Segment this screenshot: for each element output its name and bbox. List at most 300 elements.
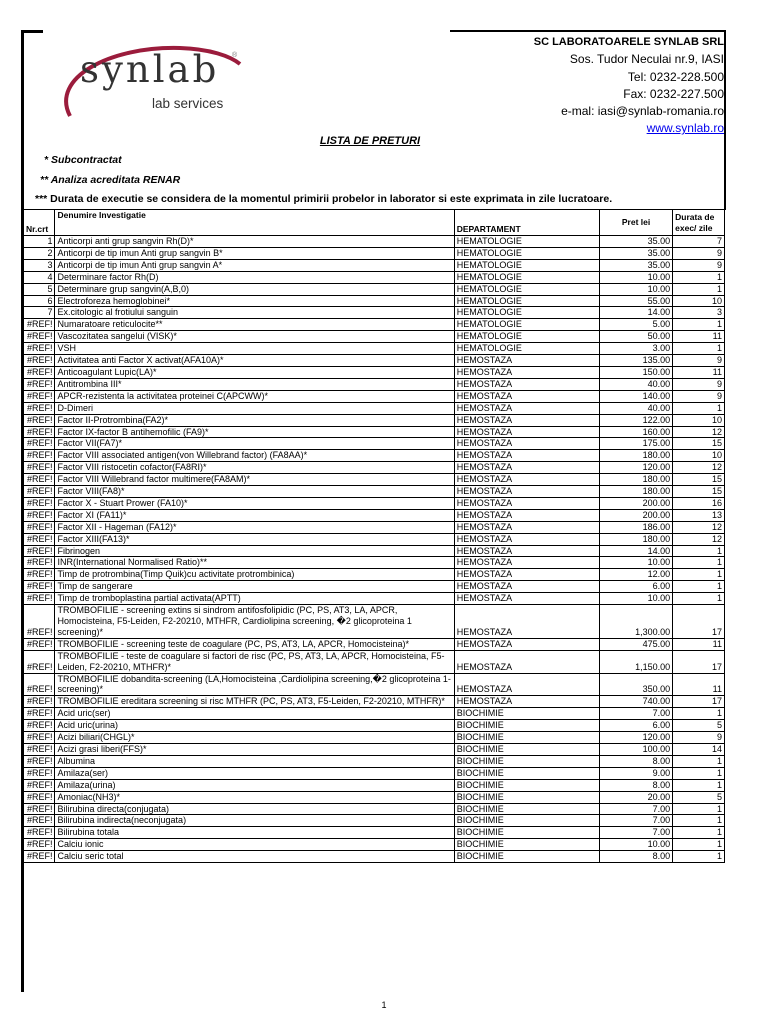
row-duration: 9 [673, 355, 725, 367]
row-nr: #REF! [24, 791, 55, 803]
row-duration: 1 [673, 319, 725, 331]
row-duration: 17 [673, 696, 725, 708]
table-row [24, 402, 725, 414]
company-name: SC LABORATOARELE SYNLAB SRL [533, 36, 724, 48]
row-price: 10.00 [600, 839, 673, 851]
row-investigation: Factor VIII(FA8)* [55, 486, 454, 498]
row-nr: 2 [24, 247, 55, 259]
row-investigation: Calciu seric total [55, 851, 454, 863]
row-nr: #REF! [24, 732, 55, 744]
row-department: BIOCHIMIE [454, 851, 599, 863]
row-duration: 12 [673, 521, 725, 533]
table-row [24, 650, 725, 673]
row-duration: 12 [673, 426, 725, 438]
note-renar-accredited: ** Analiza acreditata RENAR [40, 174, 181, 186]
row-investigation: Numaratoare reticulocite** [55, 319, 454, 331]
row-investigation: TROMBOFILIE ereditara screening si risc MTHFR (PC, PS, AT3, F5-Leiden, F2-20210, MTHFR)* [55, 696, 454, 708]
row-nr: #REF! [24, 779, 55, 791]
row-investigation: TROMBOFILIE dobandita-screening (LA,Homocisteina ,Cardiolipina screening,�2 glicoproteina 1-screening)* [55, 673, 454, 696]
row-investigation: Factor VII(FA7)* [55, 438, 454, 450]
row-department: HEMATOLOGIE [454, 236, 599, 248]
row-nr: #REF! [24, 650, 55, 673]
row-investigation: Amilaza(ser) [55, 767, 454, 779]
row-price: 180.00 [600, 486, 673, 498]
row-price: 180.00 [600, 533, 673, 545]
row-price: 180.00 [600, 474, 673, 486]
row-nr: #REF! [24, 743, 55, 755]
row-investigation: VSH [55, 343, 454, 355]
row-investigation: Fibrinogen [55, 545, 454, 557]
row-price: 200.00 [600, 509, 673, 521]
row-nr: #REF! [24, 450, 55, 462]
row-department: BIOCHIMIE [454, 767, 599, 779]
row-department: BIOCHIMIE [454, 732, 599, 744]
row-nr: #REF! [24, 593, 55, 605]
row-nr: #REF! [24, 474, 55, 486]
row-department: HEMATOLOGIE [454, 259, 599, 271]
table-row [24, 545, 725, 557]
logo-subtitle: lab services [152, 96, 224, 111]
row-department: BIOCHIMIE [454, 720, 599, 732]
row-duration: 5 [673, 791, 725, 803]
row-department: HEMOSTAZA [454, 438, 599, 450]
row-duration: 9 [673, 247, 725, 259]
row-duration: 1 [673, 402, 725, 414]
row-price: 7.00 [600, 827, 673, 839]
row-price: 140.00 [600, 390, 673, 402]
row-duration: 9 [673, 732, 725, 744]
row-department: HEMOSTAZA [454, 378, 599, 390]
row-duration: 13 [673, 509, 725, 521]
row-investigation: Timp de sangerare [55, 581, 454, 593]
row-nr: #REF! [24, 343, 55, 355]
row-investigation: Factor IX-factor B antihemofilic (FA9)* [55, 426, 454, 438]
company-address: Sos. Tudor Neculai nr.9, IASI [569, 52, 724, 67]
row-price: 122.00 [600, 414, 673, 426]
row-duration: 1 [673, 767, 725, 779]
row-investigation: Bilirubina directa(conjugata) [55, 803, 454, 815]
row-nr: #REF! [24, 815, 55, 827]
table-row [24, 732, 725, 744]
row-price: 6.00 [600, 720, 673, 732]
row-duration: 1 [673, 343, 725, 355]
header-nr: Nr.crt [24, 210, 55, 236]
table-row [24, 557, 725, 569]
row-department: HEMOSTAZA [454, 414, 599, 426]
row-investigation: Acid uric(urina) [55, 720, 454, 732]
row-nr: #REF! [24, 331, 55, 343]
row-price: 14.00 [600, 307, 673, 319]
row-nr: #REF! [24, 696, 55, 708]
row-investigation: Bilirubina indirecta(neconjugata) [55, 815, 454, 827]
row-price: 35.00 [600, 247, 673, 259]
row-price: 20.00 [600, 791, 673, 803]
table-row [24, 533, 725, 545]
row-duration: 1 [673, 283, 725, 295]
table-header-row [24, 210, 725, 236]
table-row [24, 605, 725, 639]
table-row [24, 426, 725, 438]
header-price: Pret lei [600, 210, 673, 236]
row-department: HEMOSTAZA [454, 673, 599, 696]
row-price: 200.00 [600, 497, 673, 509]
row-price: 3.00 [600, 343, 673, 355]
header-duration: Durata de exec/ zile [673, 210, 725, 236]
row-department: HEMOSTAZA [454, 450, 599, 462]
row-duration: 9 [673, 378, 725, 390]
row-department: HEMOSTAZA [454, 605, 599, 639]
table-row [24, 720, 725, 732]
row-nr: #REF! [24, 569, 55, 581]
row-investigation: INR(International Normalised Ratio)** [55, 557, 454, 569]
table-row [24, 673, 725, 696]
company-info [534, 34, 724, 138]
row-price: 50.00 [600, 331, 673, 343]
row-price: 120.00 [600, 462, 673, 474]
table-row [24, 486, 725, 498]
table-row [24, 236, 725, 248]
row-price: 8.00 [600, 755, 673, 767]
row-investigation: Anticorpi anti grup sangvin Rh(D)* [55, 236, 454, 248]
row-duration: 1 [673, 569, 725, 581]
row-price: 175.00 [600, 438, 673, 450]
row-price: 35.00 [600, 236, 673, 248]
row-department: HEMOSTAZA [454, 545, 599, 557]
row-price: 135.00 [600, 355, 673, 367]
row-nr: #REF! [24, 839, 55, 851]
row-investigation: Anticoagulant Lupic(LA)* [55, 366, 454, 378]
row-nr: 4 [24, 271, 55, 283]
row-department: HEMATOLOGIE [454, 271, 599, 283]
row-price: 8.00 [600, 779, 673, 791]
table-row [24, 791, 725, 803]
note-execution-duration: *** Durata de executie se considera de la momentul primirii probelor in laborator si este exprimata in zile lucratoare. [35, 193, 613, 205]
row-price: 7.00 [600, 803, 673, 815]
row-duration: 11 [673, 366, 725, 378]
row-investigation: Amilaza(urina) [55, 779, 454, 791]
row-nr: #REF! [24, 438, 55, 450]
row-investigation: Anticorpi de tip imun Anti grup sangvin A* [55, 259, 454, 271]
row-price: 10.00 [600, 557, 673, 569]
row-duration: 1 [673, 779, 725, 791]
row-duration: 1 [673, 839, 725, 851]
row-investigation: Determinare factor Rh(D) [55, 271, 454, 283]
table-row [24, 390, 725, 402]
table-row [24, 247, 725, 259]
row-investigation: Acid uric(ser) [55, 708, 454, 720]
row-price: 12.00 [600, 569, 673, 581]
row-investigation: Factor XII - Hageman (FA12)* [55, 521, 454, 533]
row-duration: 1 [673, 803, 725, 815]
row-duration: 15 [673, 438, 725, 450]
row-investigation: Factor X - Stuart Prower (FA10)* [55, 497, 454, 509]
table-body [24, 236, 725, 863]
row-price: 10.00 [600, 283, 673, 295]
row-department: HEMOSTAZA [454, 402, 599, 414]
row-price: 740.00 [600, 696, 673, 708]
row-price: 8.00 [600, 851, 673, 863]
table-row [24, 355, 725, 367]
frame-right-border [724, 30, 726, 210]
row-department: HEMOSTAZA [454, 462, 599, 474]
table-row [24, 295, 725, 307]
row-investigation: Anticorpi de tip imun Anti grup sangvin B* [55, 247, 454, 259]
row-investigation: Factor VIII associated antigen(von Willebrand factor) (FA8AA)* [55, 450, 454, 462]
table-row [24, 283, 725, 295]
row-investigation: Timp de tromboplastina partial activata(APTT) [55, 593, 454, 605]
row-price: 475.00 [600, 638, 673, 650]
table-row [24, 259, 725, 271]
table-row [24, 521, 725, 533]
row-duration: 1 [673, 708, 725, 720]
row-department: BIOCHIMIE [454, 779, 599, 791]
row-department: HEMOSTAZA [454, 533, 599, 545]
table-row [24, 509, 725, 521]
row-duration: 14 [673, 743, 725, 755]
row-nr: #REF! [24, 402, 55, 414]
row-nr: 3 [24, 259, 55, 271]
row-nr: #REF! [24, 638, 55, 650]
row-department: BIOCHIMIE [454, 815, 599, 827]
row-investigation: Ex.citologic al frotiului sanguin [55, 307, 454, 319]
row-duration: 9 [673, 390, 725, 402]
row-investigation: APCR-rezistenta la activitatea proteinei C(APCWW)* [55, 390, 454, 402]
row-department: HEMOSTAZA [454, 696, 599, 708]
row-price: 9.00 [600, 767, 673, 779]
table-row [24, 827, 725, 839]
table-row [24, 319, 725, 331]
table-row [24, 767, 725, 779]
table-row [24, 638, 725, 650]
row-price: 6.00 [600, 581, 673, 593]
document-title: LISTA DE PRETURI [319, 135, 421, 147]
row-duration: 10 [673, 414, 725, 426]
table-row [24, 815, 725, 827]
page-number: 1 [381, 1000, 387, 1010]
row-investigation: TROMBOFILIE - screening teste de coagulare (PC, PS, AT3, LA, APCR, Homocisteina)* [55, 638, 454, 650]
row-price: 1,300.00 [600, 605, 673, 639]
row-investigation: Bilirubina totala [55, 827, 454, 839]
row-investigation: Antitrombina III* [55, 378, 454, 390]
row-department: HEMOSTAZA [454, 509, 599, 521]
table-row [24, 271, 725, 283]
row-department: HEMATOLOGIE [454, 283, 599, 295]
row-duration: 11 [673, 331, 725, 343]
row-department: HEMOSTAZA [454, 426, 599, 438]
row-price: 5.00 [600, 319, 673, 331]
row-investigation: Activitatea anti Factor X activat(AFA10A)* [55, 355, 454, 367]
company-website-link[interactable]: www.synlab.ro [646, 121, 724, 136]
row-nr: #REF! [24, 720, 55, 732]
row-price: 55.00 [600, 295, 673, 307]
row-department: BIOCHIMIE [454, 839, 599, 851]
row-duration: 12 [673, 533, 725, 545]
row-department: HEMATOLOGIE [454, 307, 599, 319]
row-department: BIOCHIMIE [454, 803, 599, 815]
row-nr: #REF! [24, 378, 55, 390]
row-nr: #REF! [24, 521, 55, 533]
row-nr: #REF! [24, 545, 55, 557]
row-duration: 1 [673, 581, 725, 593]
row-department: HEMOSTAZA [454, 366, 599, 378]
row-duration: 1 [673, 827, 725, 839]
row-investigation: TROMBOFILIE - screening extins si sindrom antifosfolipidic (PC, PS, AT3, LA, APCR, Homocisteina, F5-Leiden, F2-20210, MTHFR, Cardiolipina screening, �2 glicoproteina 1 screening)* [55, 605, 454, 639]
row-duration: 5 [673, 720, 725, 732]
table-row [24, 581, 725, 593]
row-price: 40.00 [600, 402, 673, 414]
row-department: HEMOSTAZA [454, 474, 599, 486]
row-department: BIOCHIMIE [454, 743, 599, 755]
row-investigation: Vascozitatea sangelui (VISK)* [55, 331, 454, 343]
row-nr: #REF! [24, 462, 55, 474]
row-department: HEMOSTAZA [454, 581, 599, 593]
row-nr: #REF! [24, 708, 55, 720]
table-row [24, 414, 725, 426]
row-nr: 6 [24, 295, 55, 307]
row-price: 40.00 [600, 378, 673, 390]
row-department: BIOCHIMIE [454, 708, 599, 720]
row-investigation: Calciu ionic [55, 839, 454, 851]
table-row [24, 851, 725, 863]
table-row [24, 438, 725, 450]
row-department: HEMOSTAZA [454, 557, 599, 569]
row-nr: #REF! [24, 803, 55, 815]
table-row [24, 462, 725, 474]
row-duration: 1 [673, 755, 725, 767]
table-row [24, 569, 725, 581]
table-row [24, 696, 725, 708]
row-department: HEMOSTAZA [454, 521, 599, 533]
row-department: HEMATOLOGIE [454, 319, 599, 331]
table-row [24, 593, 725, 605]
row-nr: #REF! [24, 533, 55, 545]
row-duration: 3 [673, 307, 725, 319]
row-price: 7.00 [600, 708, 673, 720]
row-duration: 15 [673, 486, 725, 498]
row-investigation: Factor XI (FA11)* [55, 509, 454, 521]
row-duration: 1 [673, 593, 725, 605]
row-price: 186.00 [600, 521, 673, 533]
row-nr: #REF! [24, 355, 55, 367]
row-nr: #REF! [24, 319, 55, 331]
row-department: HEMATOLOGIE [454, 343, 599, 355]
row-investigation: Factor VIII ristocetin cofactor(FA8RI)* [55, 462, 454, 474]
row-duration: 17 [673, 650, 725, 673]
row-investigation: Albumina [55, 755, 454, 767]
row-duration: 1 [673, 271, 725, 283]
row-nr: #REF! [24, 557, 55, 569]
row-department: HEMOSTAZA [454, 650, 599, 673]
row-investigation: Timp de protrombina(Timp Quik)cu activitate protrombinica) [55, 569, 454, 581]
row-nr: #REF! [24, 581, 55, 593]
table-row [24, 307, 725, 319]
row-investigation: D-Dimeri [55, 402, 454, 414]
row-duration: 11 [673, 673, 725, 696]
table-row [24, 839, 725, 851]
row-duration: 17 [673, 605, 725, 639]
logo-wordmark: synlab [80, 48, 220, 91]
row-investigation: Electroforeza hemoglobinei* [55, 295, 454, 307]
row-duration: 1 [673, 815, 725, 827]
price-table [23, 209, 725, 863]
row-investigation: Factor XIII(FA13)* [55, 533, 454, 545]
header-name: Denumire Investigatie [55, 210, 454, 236]
table-row [24, 743, 725, 755]
row-duration: 10 [673, 450, 725, 462]
row-nr: #REF! [24, 605, 55, 639]
row-department: HEMATOLOGIE [454, 331, 599, 343]
row-nr: #REF! [24, 851, 55, 863]
company-phone: Tel: 0232-228.500 [627, 69, 724, 84]
row-duration: 15 [673, 474, 725, 486]
row-price: 180.00 [600, 450, 673, 462]
row-duration: 12 [673, 462, 725, 474]
row-price: 10.00 [600, 593, 673, 605]
row-nr: 7 [24, 307, 55, 319]
row-department: HEMOSTAZA [454, 497, 599, 509]
row-price: 1,150.00 [600, 650, 673, 673]
row-nr: #REF! [24, 509, 55, 521]
row-duration: 1 [673, 557, 725, 569]
row-department: HEMATOLOGIE [454, 295, 599, 307]
row-nr: 1 [24, 236, 55, 248]
row-department: HEMOSTAZA [454, 390, 599, 402]
row-duration: 11 [673, 638, 725, 650]
row-investigation: Determinare grup sangvin(A,B,0) [55, 283, 454, 295]
row-department: HEMOSTAZA [454, 638, 599, 650]
frame-top-border [21, 30, 43, 33]
row-investigation: Acizi grasi liberi(FFS)* [55, 743, 454, 755]
row-price: 100.00 [600, 743, 673, 755]
row-nr: #REF! [24, 366, 55, 378]
row-nr: #REF! [24, 767, 55, 779]
row-duration: 1 [673, 851, 725, 863]
row-nr: #REF! [24, 486, 55, 498]
row-investigation: Acizi biliari(CHGL)* [55, 732, 454, 744]
row-price: 10.00 [600, 271, 673, 283]
table-row [24, 331, 725, 343]
table-row [24, 497, 725, 509]
row-price: 14.00 [600, 545, 673, 557]
note-subcontracted: * Subcontractat [44, 154, 122, 166]
row-department: BIOCHIMIE [454, 827, 599, 839]
row-nr: #REF! [24, 755, 55, 767]
row-duration: 10 [673, 295, 725, 307]
row-nr: #REF! [24, 827, 55, 839]
table-row [24, 366, 725, 378]
table-row [24, 378, 725, 390]
table-row [24, 755, 725, 767]
row-investigation: TROMBOFILIE - teste de coagulare si factori de risc (PC, PS, AT3, LA, APCR, Homocisteina, F5-Leiden, F2-20210, MTHFR)* [55, 650, 454, 673]
row-price: 35.00 [600, 259, 673, 271]
row-price: 350.00 [600, 673, 673, 696]
row-duration: 16 [673, 497, 725, 509]
table-row [24, 450, 725, 462]
logo-registered-mark: ® [232, 52, 238, 59]
row-investigation: Factor II-Protrombina(FA2)* [55, 414, 454, 426]
table-row [24, 474, 725, 486]
row-price: 150.00 [600, 366, 673, 378]
company-fax: Fax: 0232-227.500 [623, 86, 724, 101]
frame-top-right-border [450, 30, 726, 32]
row-nr: #REF! [24, 390, 55, 402]
row-nr: #REF! [24, 414, 55, 426]
row-department: BIOCHIMIE [454, 791, 599, 803]
row-department: BIOCHIMIE [454, 755, 599, 767]
row-nr: 5 [24, 283, 55, 295]
row-duration: 7 [673, 236, 725, 248]
table-row [24, 708, 725, 720]
